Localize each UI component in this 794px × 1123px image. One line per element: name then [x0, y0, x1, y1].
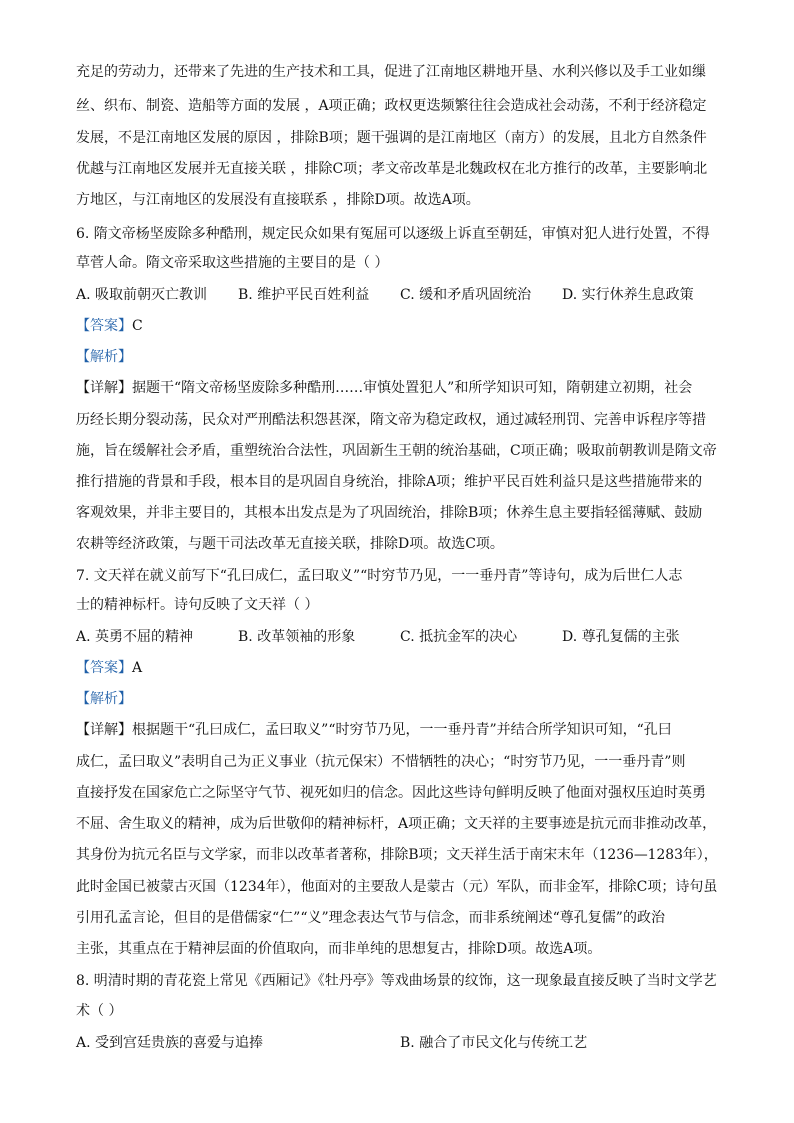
q7-detail-line: 直接抒发在国家危亡之际坚守气节、视死如归的信念。因此这些诗句鲜明反映了他面对强权压迫时英勇 [76, 785, 706, 801]
q6-option-c: C. 缓和矛盾巩固统治 [400, 287, 532, 303]
paragraph-line: 优越与江南地区发展并无直接关联 ，排除C项；孝文帝改革是北魏政权在北方推行的改革，主要影响北 [76, 161, 708, 177]
q7-analysis-label: 【解析】 [76, 691, 132, 707]
q7-option-d: D. 尊孔复儒的主张 [562, 629, 680, 645]
q6-option-b: B. 维护平民百姓利益 [238, 287, 370, 303]
q7-detail-line: 此时金国已被蒙古灭国（1234年），他面对的主要敌人是蒙古（元）军队，而非金军，排除C项；诗句虽 [76, 879, 718, 895]
q6-detail-line: 农耕等经济政策，与题干司法改革无直接关联，排除D项。故选C项。 [76, 536, 504, 552]
q6-detail-line: 客观效果，并非主要目的，其根本出发点是为了巩固统治，排除B项；休养生息主要指轻徭薄赋、鼓励 [76, 505, 703, 521]
q6-detail-line: 【详解】据题干“隋文帝杨坚废除多种酷刑……审慎处置犯人”和所学知识可知，隋朝建立初期，社会 [76, 380, 693, 396]
detail-label: 【详解】 [76, 722, 132, 738]
answer-label: 【答案】 [76, 318, 132, 334]
question-6-stem: 6. 隋文帝杨坚废除多种酷刑，规定民众如果有冤屈可以逐级上诉直至朝廷，审慎对犯人进行处置，不得 [76, 226, 710, 242]
q7-answer [76, 658, 142, 678]
detail-label: 【详解】 [76, 380, 132, 396]
q7-detail-line: 成仁，孟曰取义”表明自己为正义事业（抗元保宋）不惜牺牲的决心；“时穷节乃见，一一垂丹青”则 [76, 754, 686, 770]
q8-option-a: A. 受到宫廷贵族的喜爱与追捧 [76, 1035, 264, 1051]
q6-option-d: D. 实行休养生息政策 [562, 287, 694, 303]
answer-value: C [132, 318, 143, 334]
q6-option-a: A. 吸取前朝灭亡教训 [76, 287, 208, 303]
q7-detail-line: 不屈、舍生取义的精神，成为后世敬仰的精神标杆，A项正确；文天祥的主要事迹是抗元而非推动改革， [76, 816, 717, 832]
q7-detail-line: 【详解】根据题干“孔曰成仁，孟曰取义”“时穷节乃见，一一垂丹青”并结合所学知识可知，“孔曰 [76, 722, 672, 738]
q6-detail-line: 施，旨在缓解社会矛盾，重塑统治合法性，巩固新生王朝的统治基础，C项正确；吸取前朝教训是隋文帝 [76, 443, 717, 459]
paragraph-line: 丝、织布、制瓷、造船等方面的发展 ，A项正确；政权更迭频繁往往会造成社会动荡，不利于经济稳定 [76, 98, 707, 114]
q7-option-a: A. 英勇不屈的精神 [76, 629, 194, 645]
q7-detail-line: 其身份为抗元名臣与文学家，而非以改革者著称，排除B项；文天祥生活于南宋末年（1236—1283年）， [76, 847, 718, 863]
answer-value: A [132, 660, 143, 676]
q7-detail-line: 引用孔孟言论，但目的是借儒家“仁”“义”理念表达气节与信念，而非系统阐述“尊孔复儒”的政治 [76, 910, 665, 926]
paragraph-line: 方地区，与江南地区的发展没有直接联系 ，排除D项。故选A项。 [76, 192, 480, 208]
question-7-stem: 士的精神标杆。诗句反映了文天祥（ ） [76, 597, 319, 613]
q6-analysis-label: 【解析】 [76, 349, 132, 365]
q8-option-b: B. 融合了市民文化与传统工艺 [400, 1035, 588, 1051]
question-8-stem: 术（ ） [76, 1003, 123, 1019]
q7-option-c: C. 抵抗金军的决心 [400, 629, 518, 645]
q6-answer [76, 316, 143, 336]
q7-detail-line: 主张，其重点在于精神层面的价值取向，而非单纯的思想复古，排除D项。故选A项。 [76, 941, 602, 957]
q7-option-b: B. 改革领袖的形象 [238, 629, 356, 645]
q6-detail-line: 历经长期分裂动荡，民众对严刑酷法积怨甚深，隋文帝为稳定政权，通过减轻刑罚、完善申诉程序等措 [76, 412, 706, 428]
answer-label: 【答案】 [76, 660, 132, 676]
paragraph-line: 充足的劳动力，还带来了先进的生产技术和工具，促进了江南地区耕地开垦、水利兴修以及手工业如缫 [76, 64, 706, 80]
paragraph-line: 发展，不是江南地区发展的原因 ，排除B项；题干强调的是江南地区（南方）的发展，且北方自然条件 [76, 130, 707, 146]
question-7-stem: 7. 文天祥在就义前写下“孔曰成仁，孟曰取义”“时穷节乃见，一一垂丹青”等诗句，成为后世仁人志 [76, 568, 683, 584]
question-6-stem: 草菅人命。隋文帝采取这些措施的主要目的是（ ） [76, 255, 389, 271]
question-8-stem: 8. 明清时期的青花瓷上常见《西厢记》《牡丹亭》等戏曲场景的纹饰，这一现象最直接反映了当时文学艺 [76, 973, 717, 989]
q6-detail-line: 推行措施的背景和手段，根本目的是巩固自身统治，排除A项；维护平民百姓利益只是这些措施带来的 [76, 474, 703, 490]
